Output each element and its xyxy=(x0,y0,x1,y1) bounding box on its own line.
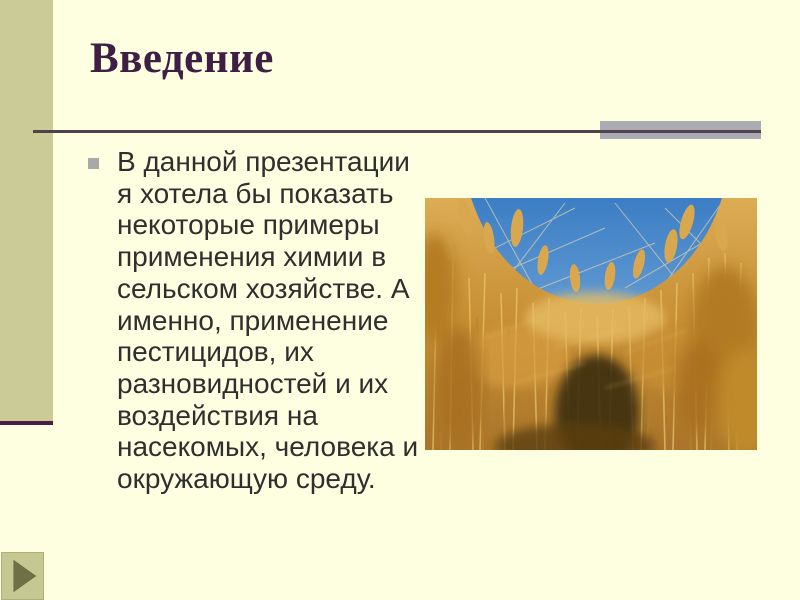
bullet-text-line: именно, применение xyxy=(117,304,389,336)
bullet-text-line: применения химии в xyxy=(117,241,387,273)
bullet-text-line: воздействия на xyxy=(117,399,318,431)
bullet-text-line: окружающую среду. xyxy=(117,463,376,495)
bullet-text-line: В данной презентации xyxy=(117,146,410,177)
square-bullet-icon xyxy=(88,158,99,169)
sidebar-accent-bar xyxy=(0,0,53,425)
bullet-text-line: разновидностей и их xyxy=(117,367,389,399)
bullet-text-line: пестицидов, их xyxy=(117,336,314,368)
bullet-text-line: насекомых, человека и xyxy=(117,431,419,463)
title-divider-line xyxy=(33,130,761,133)
next-slide-button[interactable] xyxy=(1,552,44,600)
wheat-field-photo xyxy=(425,198,757,450)
bullet-text-line: я хотела бы показать xyxy=(117,177,394,209)
slide-title: Введение xyxy=(90,35,274,82)
right-arrow-icon xyxy=(2,553,43,599)
bullet-text-line: некоторые примеры xyxy=(117,209,380,241)
bullet-text xyxy=(117,146,447,495)
bullet-text-line: сельском хозяйстве. А xyxy=(117,272,410,304)
